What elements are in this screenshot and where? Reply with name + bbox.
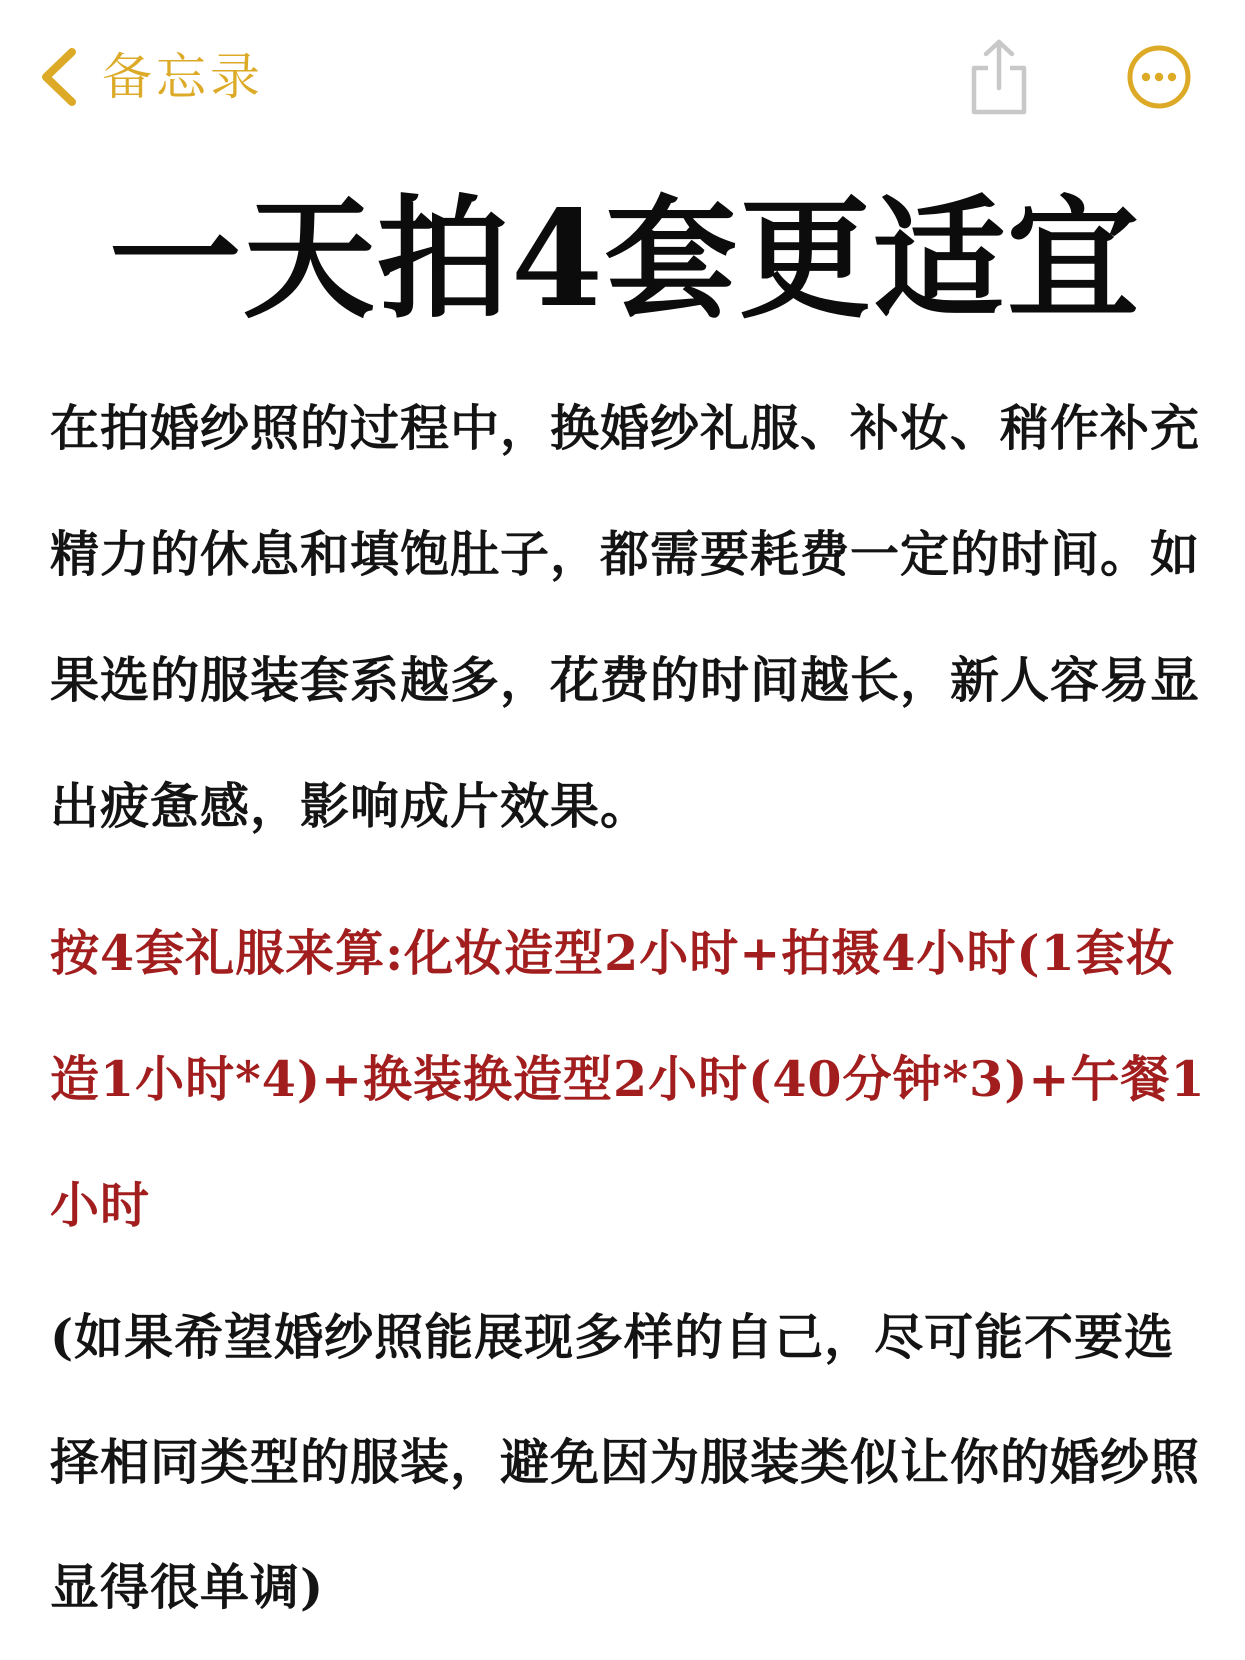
- navigation-bar: [0, 0, 1245, 160]
- note-paragraph-schedule: 按4套礼服来算:化妆造型2小时+拍摄4小时(1套妆造1小时*4)+换装换造型2小时(40分钟*3)+午餐1小时: [50, 924, 1206, 1234]
- note-title: 一天拍4套更适宜: [109, 182, 1141, 337]
- ellipsis-circle-icon: [1126, 44, 1192, 110]
- chevron-left-icon: [36, 46, 80, 108]
- note-paragraph-tip: (如果希望婚纱照能展现多样的自己，尽可能不要选择相同类型的服装，避免因为服装类似让你的婚纱照显得很单调): [50, 1308, 1201, 1616]
- back-button-label: 备忘录: [102, 48, 264, 106]
- share-button[interactable]: [964, 38, 1034, 118]
- more-options-button[interactable]: [1126, 44, 1192, 110]
- note-paragraph-intro: 在拍婚纱照的过程中，换婚纱礼服、补妆、稍作补充精力的休息和填饱肚子，都需要耗费一定的时间。如果选的服装套系越多，花费的时间越长，新人容易显出疲惫感，影响成片效果。: [50, 399, 1201, 835]
- back-button[interactable]: [36, 42, 264, 112]
- share-icon: [964, 38, 1034, 118]
